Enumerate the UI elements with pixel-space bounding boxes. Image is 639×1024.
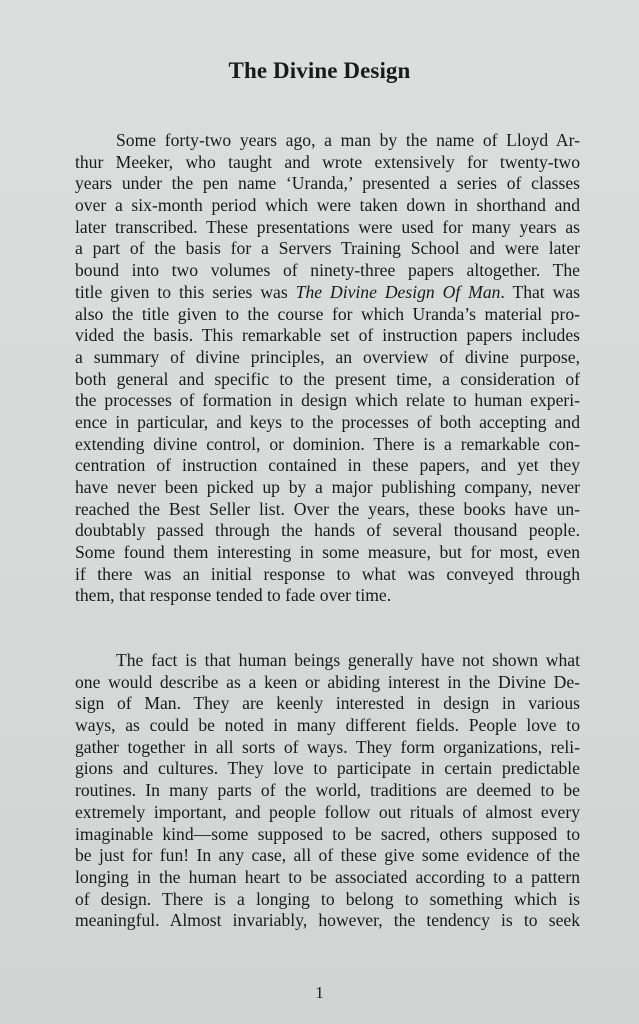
text-line: imaginable kind—some supposed to be sacred, others supposed to <box>75 823 580 844</box>
text-line: gions and cultures. They love to participate in certain predictable <box>75 758 580 779</box>
text-line: later transcribed. These presentations were used for many years as <box>75 216 580 237</box>
book-title-italic: The Divine Design Of Man <box>295 281 501 302</box>
text-line: routines. In many parts of the world, traditions are deemed to be <box>75 780 580 801</box>
text-line: years under the pen name ‘Uranda,’ presented a series of classes <box>75 173 580 194</box>
text-line: a part of the basis for a Servers Training School and were later <box>75 238 580 259</box>
text-line: of design. There is a longing to belong to something which is <box>75 888 580 909</box>
text-line: longing in the human heart to be associated according to a pattern <box>75 866 580 887</box>
text-line: gather together in all sorts of ways. They form organizations, reli- <box>75 736 580 757</box>
text-line: reached the Best Seller list. Over the years, these books have un- <box>75 498 580 519</box>
text-line: be just for fun! In any case, all of these give some evidence of the <box>75 845 580 866</box>
text-line: have never been picked up by a major publishing company, never <box>75 477 580 497</box>
text-line: ence in particular, and keys to the processes of both accepting and <box>75 411 580 432</box>
paragraph-1 <box>75 130 580 607</box>
text-segment: . That was <box>500 281 580 302</box>
text-line: bound into two volumes of ninety-three papers altogether. The <box>75 260 580 281</box>
text-line: the processes of formation in design which relate to human experi- <box>75 390 580 411</box>
text-line: The fact is that human beings generally have not shown what <box>116 650 580 670</box>
page-number: 1 <box>315 983 324 1002</box>
text-line: if there was an initial response to what was conveyed through <box>75 563 580 584</box>
text-line: centration of instruction contained in these papers, and yet they <box>75 455 580 476</box>
text-line: over a six-month period which were taken down in shorthand and <box>75 195 580 216</box>
text-line: meaningful. Almost invariably, however, the tendency is to seek <box>75 910 580 931</box>
text-line: ways, as could be noted in many different fields. People love to <box>75 715 580 736</box>
text-line-with-italic <box>75 282 580 304</box>
chapter-title: The Divine Design <box>228 58 411 83</box>
text-line: Some forty-two years ago, a man by the name of Lloyd Ar- <box>116 130 580 150</box>
text-segment: title given to this series was <box>75 281 296 302</box>
text-line: Some found them interesting in some measure, but for most, even <box>75 542 580 563</box>
text-line: one would describe as a keen or abiding interest in the Divine De- <box>75 671 580 692</box>
text-line: doubtably passed through the hands of several thousand people. <box>75 520 580 541</box>
text-line: them, that response tended to fade over time. <box>75 585 392 606</box>
text-line: sign of Man. They are keenly interested in design in various <box>75 693 580 714</box>
text-line: thur Meeker, who taught and wrote extensively for twenty-two <box>75 151 580 172</box>
text-line: both general and specific to the present time, a consideration of <box>75 368 580 389</box>
text-line: extending divine control, or dominion. There is a remarkable con- <box>75 433 580 454</box>
text-line: also the title given to the course for which Uranda’s material pro- <box>75 303 580 324</box>
text-line: a summary of divine principles, an overview of divine purpose, <box>75 346 580 367</box>
text-line: vided the basis. This remarkable set of instruction papers includes <box>75 325 580 346</box>
text-line: extremely important, and people follow out rituals of almost every <box>75 801 580 822</box>
paragraph-2 <box>75 650 580 932</box>
